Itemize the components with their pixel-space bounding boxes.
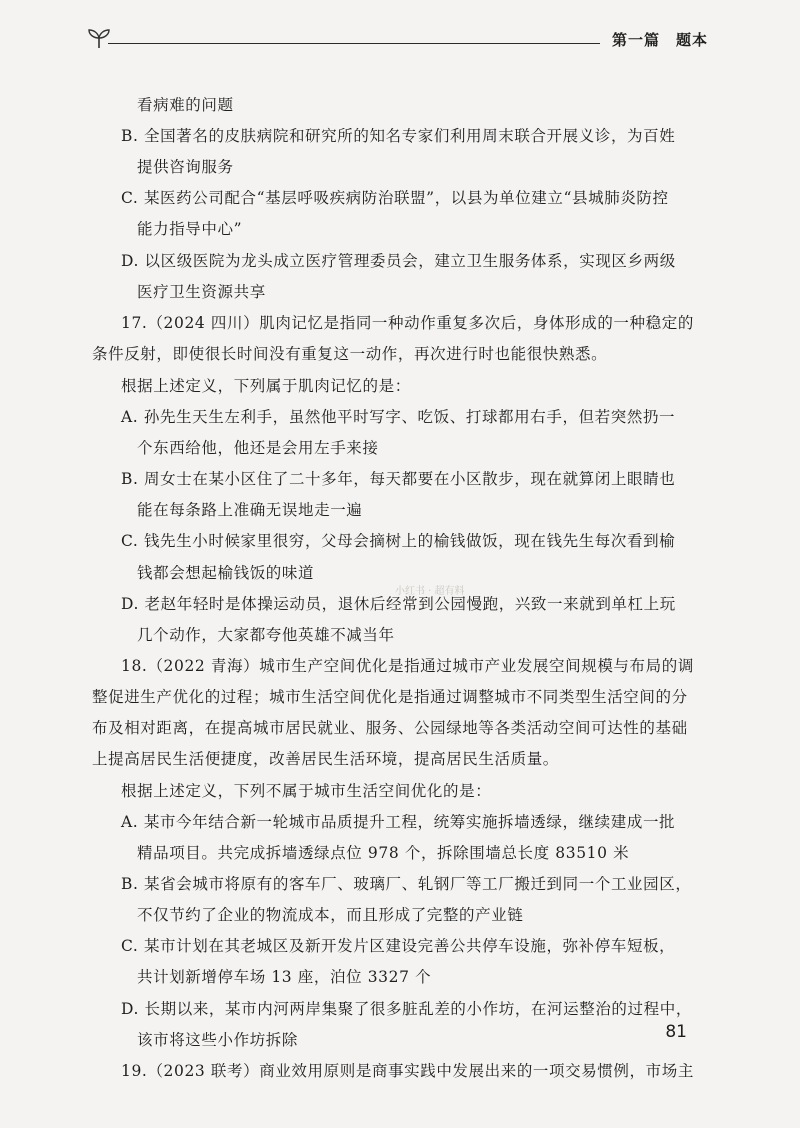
text-line: 精品项目。共完成拆墙透绿点位 978 个，拆除围墙总长度 83510 米: [137, 844, 630, 862]
text-line: 上提高居民生活便捷度，改善居民生活环境，提高居民生活质量。: [92, 750, 559, 768]
option-d-line: D. 以区级医院为龙头成立医疗管理委员会，建立卫生服务体系，实现区乡两级: [121, 252, 676, 270]
option-c-line: C. 钱先生小时候家里很穷，父母会摘树上的榆钱做饭，现在钱先生每次看到榆: [121, 532, 676, 550]
text-line: 个东西给他，他还是会用左手来接: [137, 439, 379, 457]
option-d-line: D. 长期以来，某市内河两岸集聚了很多脏乱差的小作坊，在河运整治的过程中，: [121, 1000, 692, 1018]
option-c-line: C. 某市计划在其老城区及新开发片区建设完善公共停车设施，弥补停车短板，: [121, 937, 676, 955]
text-line: 布及相对距离，在提高城市居民就业、服务、公园绿地等各类活动空间可达性的基础: [92, 719, 688, 737]
text-line: 钱都会想起榆钱饭的味道: [137, 564, 315, 582]
text-line: 看病难的问题: [137, 96, 234, 114]
text-line: 整促进生产优化的过程；城市生活空间优化是指通过调整城市不同类型生活空间的分: [92, 688, 688, 706]
option-c-line: C. 某医药公司配合“基层呼吸疾病防治联盟”，以县为单位建立“县城肺炎防控: [121, 189, 669, 207]
header-rule: [108, 43, 600, 44]
text-line: 几个动作，大家都夸他英雄不减当年: [137, 626, 395, 644]
question-17-stem: 17.（2024 四川）肌肉记忆是指同一种动作重复多次后，身体形成的一种稳定的: [121, 314, 694, 332]
question-18-prompt: 根据上述定义，下列不属于城市生活空间优化的是：: [121, 782, 492, 800]
option-b-line: B. 周女士在某小区住了二十多年，每天都要在小区散步，现在就算闭上眼睛也: [121, 470, 676, 488]
option-a-line: A. 某市今年结合新一轮城市品质提升工程，统筹实施拆墙透绿，继续建成一批: [121, 813, 676, 831]
option-b-line: B. 某省会城市将原有的客车厂、玻璃厂、轧钢厂等工厂搬迁到同一个工业园区，: [121, 875, 692, 893]
text-line: 不仅节约了企业的物流成本，而且形成了完整的产业链: [137, 906, 524, 924]
option-a-line: A. 孙先生天生左利手，虽然他平时写字、吃饭、打球都用右手，但若突然扔一: [121, 408, 676, 426]
sprout-icon: [86, 24, 112, 50]
text-line: 提供咨询服务: [137, 158, 234, 176]
text-line: 医疗卫生资源共享: [137, 283, 266, 301]
watermark: 小红书 · 超有料: [395, 586, 465, 597]
option-d-line: D. 老赵年轻时是体操运动员，退休后经常到公园慢跑，兴致一来就到单杠上玩: [121, 595, 676, 613]
page-header: [78, 24, 708, 64]
page-number: 81: [665, 1022, 687, 1042]
text-line: 共计划新增停车场 13 座，泊位 3327 个: [137, 968, 432, 986]
question-18-stem: 18.（2022 青海）城市生产空间优化是指通过城市产业发展空间规模与布局的调: [121, 657, 694, 675]
text-line: 能力指导中心”: [137, 220, 243, 238]
text-line: 能在每条路上准确无误地走一遍: [137, 501, 363, 519]
option-b-line: B. 全国著名的皮肤病院和研究所的知名专家们利用周末联合开展义诊，为百姓: [121, 127, 676, 145]
question-17-prompt: 根据上述定义，下列属于肌肉记忆的是：: [121, 377, 411, 395]
running-title: 第一篇 题本: [611, 31, 708, 49]
text-line: 该市将这些小作坊拆除: [137, 1031, 299, 1049]
question-19-stem: 19.（2023 联考）商业效用原则是商事实践中发展出来的一项交易惯例，市场主: [121, 1062, 694, 1080]
text-line: 条件反射，即使很长时间没有重复这一动作，再次进行时也能很快熟悉。: [92, 345, 608, 363]
